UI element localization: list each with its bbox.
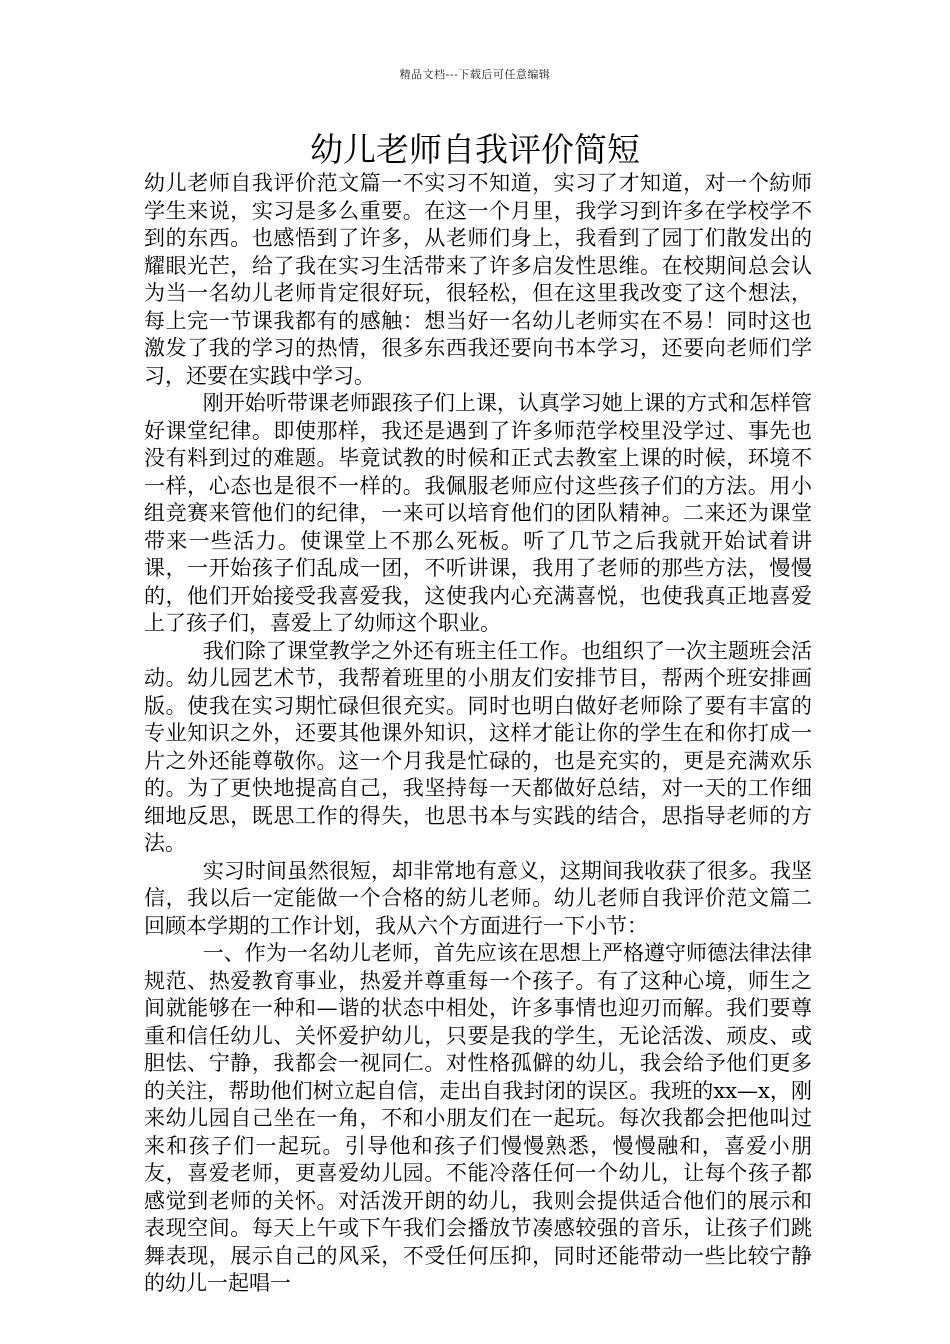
paragraph-4: 实习时间虽然很短，却非常地有意义，这期间我收获了很多。我坚信，我以后一定能做一个合格的紡儿老师。幼儿老师自我评价范文篇二回顾本学期的工作计划，我从六个方面进行一下小节： [144, 858, 812, 938]
header-note: 精品文档---下载后可任意编辑 [399, 68, 551, 81]
document-body [144, 170, 812, 1298]
paragraph-5: 一、作为一名幼儿老师，首先应该在思想上严格遵守师德法律法律规范、热爱教育事业，热爱并尊重每一个孩子。有了这种心境，师生之间就能够在一种和—谐的状态中相处，许多事情也迎刃而解。我们要尊重和信任幼儿、关怀爱护幼儿，只要是我的学生，无论活泼、顽皮、或胆怯、宁静，我都会一视同仁。对性格孤僻的幼儿，我会给予他们更多的关注，帮助他们树立起自信，走出自我封闭的误区。我班的xx—x，刚来幼儿园自己坐在一角，不和小朋友们在一起玩。每次我都会把他叫过来和孩子们一起玩。引导他和孩子们慢慢熟悉，慢慢融和，喜爱小朋友，喜爱老师，更喜爱幼儿园。不能冷落任何一个幼儿，让每个孩子都感觉到老师的关怀。对活泼开朗的幼儿，我则会提供适合他们的展示和表现空间。每天上午或下午我们会播放节凑感较强的音乐，让孩子们跳舞表现，展示自己的风采，不受任何压抑，同时还能带动一些比较宁静的幼儿一起唱一 [144, 941, 812, 1295]
paragraph-3: 我们除了课堂教学之外还有班主任工作。也组织了一次主题班会活动。幼儿园艺术节，我帮着班里的小朋友们安排节目，帮两个班安排画版。使我在实习期忙碌但很充实。同时也明白做好老师除了要有丰富的专业知识之外，还要其他课外知识，这样才能让你的学生在和你打成一片之外还能尊敬你。这一个月我是忙碌的，也是充实的，更是充满欢乐的。为了更快地提高自己，我坚持每一天都做好总结，对一天的工作细细地反思，既思工作的得失，也思书本与实践的结合，思指导老师的方法。 [144, 638, 812, 855]
document-title: 幼儿老师自我评价简短 [310, 130, 640, 169]
paragraph-1: 幼儿老师自我评价范文篇一不实习不知道，实习了才知道，对一个紡师学生来说，实习是多么重要。在这一个月里，我学习到许多在学校学不到的东西。也感悟到了许多，从老师们身上，我看到了园丁们散发出的耀眼光芒，给了我在实习生活带来了许多启发性思维。在校期间总会认为当一名幼儿老师肯定很好玩，很轻松，但在这里我改变了这个想法，每上完一节课我都有的感触：想当好一名幼儿老师实在不易！同时这也激发了我的学习的热情，很多东西我还要向书本学习，还要向老师们学习，还要在实践中学习。 [144, 171, 812, 388]
paragraph-2: 刚开始听带课老师跟孩子们上课，认真学习她上课的方式和怎样管好课堂纪律。即使那样，我还是遇到了许多师范学校里没学过、事先也没有料到过的难题。毕竟试教的时候和正式去教室上课的时候，环境不一样，心态也是很不一样的。我佩服老师应付这些孩子们的方法。用小组竞赛来管他们的纪律，一来可以培育他们的团队精神。二来还为课堂带来一些活力。使课堂上不那么死板。听了几节之后我就开始试着讲课，一开始孩子们乱成一团，不听讲课，我用了老师的那些方法，慢慢的，他们开始接受我喜爱我，这使我内心充满喜悦，也使我真正地喜爱上了孩子们，喜爱上了幼师这个职业。 [144, 391, 812, 635]
